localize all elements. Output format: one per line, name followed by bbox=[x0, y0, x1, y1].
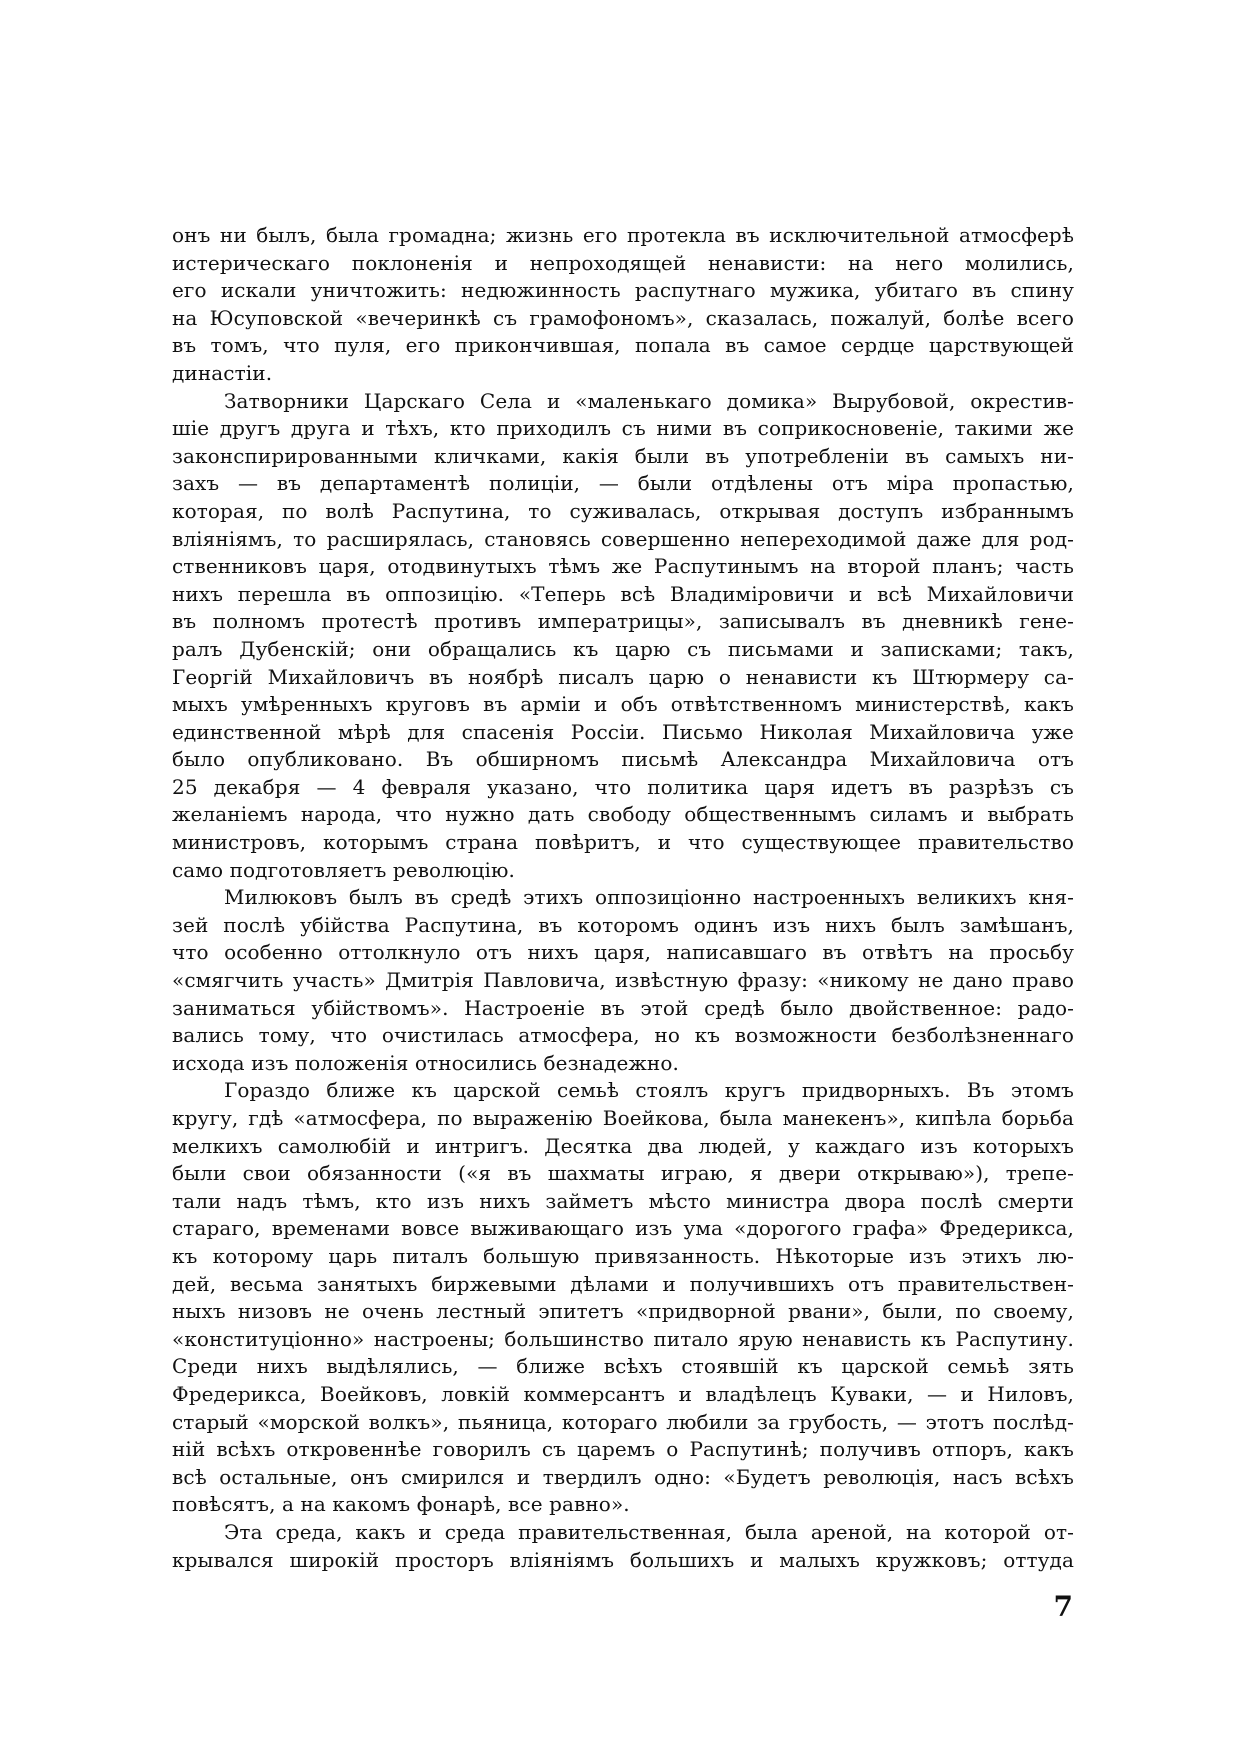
text-line: нихъ перешла въ оппозицію. «Теперь всѣ Владиміровичи и всѣ Михайловичи bbox=[172, 581, 1074, 606]
text-line: всѣ остальные, онъ смирился и твердилъ одно: «Будетъ революція, насъ всѣхъ bbox=[172, 1464, 1074, 1489]
text-line: Георгій Михайловичъ въ ноябрѣ писалъ царю о ненависти къ Штюрмеру са- bbox=[172, 664, 1074, 689]
text-line: были свои обязанности («я въ шахматы играю, я двери открываю»), трепе- bbox=[172, 1161, 1074, 1186]
text-line: было опубликовано. Въ обширномъ письмѣ Александра Михайловича отъ bbox=[172, 747, 1074, 772]
text-line: которая, по волѣ Распутина, то суживалась, открывая доступъ избраннымъ bbox=[172, 498, 1074, 523]
paragraph-first-line: Гораздо ближе къ царской семьѣ стоялъ кругъ придворныхъ. Въ этомъ bbox=[224, 1078, 1074, 1103]
text-line: онъ ни былъ, была громадна; жизнь его протекла въ исключительной атмосферѣ bbox=[172, 223, 1074, 247]
text-line: ралъ Дубенскій; они обращались къ царю съ письмами и записками; такъ, bbox=[172, 636, 1074, 661]
text-line: ныхъ низовъ не очень лестный эпитетъ «придворной рвани», были, по своему, bbox=[172, 1299, 1074, 1324]
text-line: вліяніямъ, то расширялась, становясь совершенно непереходимой даже для род- bbox=[172, 526, 1074, 551]
text-line: «конституціонно» настроены; большинство питало ярую ненависть къ Распутину. bbox=[172, 1326, 1074, 1351]
text-line: вались тому, что очистилась атмосфера, но къ возможности безболѣзненнаго bbox=[172, 1023, 1074, 1048]
text-line: кругу, гдѣ «атмосфера, по выраженію Воейкова, была манекенъ», кипѣла борьба bbox=[172, 1106, 1074, 1130]
text-line: тали надъ тѣмъ, кто изъ нихъ займетъ мѣсто министра двора послѣ смерти bbox=[172, 1188, 1074, 1213]
text-line: что особенно оттолкнуло отъ нихъ царя, написавшаго въ отвѣтъ на просьбу bbox=[172, 940, 1074, 965]
text-line: его искали уничтожить: недюжинность распутнаго мужика, убитаго въ спину bbox=[172, 278, 1074, 303]
text-line: повѣсятъ, а на какомъ фонарѣ, все равно». bbox=[172, 1492, 630, 1517]
text-line: къ которому царь питалъ большую привязанность. Нѣкоторые изъ этихъ лю- bbox=[172, 1243, 1074, 1268]
text-line: само подготовляетъ революцію. bbox=[172, 857, 515, 882]
text-line: 25 декабря — 4 февраля указано, что политика царя идетъ въ разрѣзъ съ bbox=[172, 774, 1074, 799]
body-text bbox=[172, 222, 1074, 1574]
text-line: министровъ, которымъ страна повѣритъ, и что существующее правительство bbox=[172, 830, 1074, 855]
text-line: Среди нихъ выдѣлялись, — ближе всѣхъ стоявшій къ царской семьѣ зять bbox=[172, 1354, 1074, 1379]
text-line: законспирированными кличками, какія были въ употребленіи въ самыхъ ни- bbox=[172, 443, 1074, 468]
paragraph-first-line: Милюковъ былъ въ средѣ этихъ оппозиціонно настроенныхъ великихъ кня- bbox=[224, 885, 1074, 910]
text-line: заниматься убійствомъ». Настроеніе въ этой средѣ было двойственное: радо- bbox=[172, 995, 1074, 1020]
page-number: 7 bbox=[1053, 1590, 1073, 1623]
text-line: Фредерикса, Воейковъ, ловкій коммерсантъ и владѣлецъ Куваки, — и Ниловъ, bbox=[172, 1381, 1074, 1406]
text-line: въ томъ, что пуля, его прикончившая, попала въ самое сердце царствующей bbox=[172, 333, 1074, 358]
paragraph-first-line: Эта среда, какъ и среда правительственная, была ареной, на которой от- bbox=[224, 1519, 1074, 1544]
text-line: на Юсуповской «вечеринкѣ съ грамофономъ», сказалась, пожалуй, болѣе всего bbox=[172, 305, 1074, 330]
text-line: мыхъ умѣренныхъ круговъ въ арміи и объ отвѣтственномъ министерствѣ, какъ bbox=[172, 692, 1074, 717]
text-line: истерическаго поклоненія и непроходящей ненависти: на него молились, bbox=[172, 250, 1074, 275]
text-line: ственниковъ царя, отодвинутыхъ тѣмъ же Распутинымъ на второй планъ; часть bbox=[172, 554, 1074, 579]
text-line: желаніемъ народа, что нужно дать свободу общественнымъ силамъ и выбрать bbox=[172, 802, 1074, 827]
text-line: дей, весьма занятыхъ биржевыми дѣлами и получившихъ отъ правительствен- bbox=[172, 1271, 1074, 1296]
text-line: исхода изъ положенія относились безнадежно. bbox=[172, 1050, 679, 1075]
text-line: единственной мѣрѣ для спасенія Россіи. Письмо Николая Михайловича уже bbox=[172, 719, 1074, 744]
text-line: старый «морской волкъ», пьяница, котораго любили за грубость, — этотъ послѣд- bbox=[172, 1409, 1074, 1434]
text-line: династіи. bbox=[172, 360, 273, 385]
paragraph-first-line: Затворники Царскаго Села и «маленькаго домика» Вырубовой, окрестив- bbox=[224, 388, 1074, 413]
text-line: ній всѣхъ откровеннѣе говорилъ съ царемъ о Распутинѣ; получивъ отпоръ, какъ bbox=[172, 1437, 1074, 1462]
text-line: «смягчить участь» Дмитрія Павловича, извѣстную фразу: «никому не дано право bbox=[172, 968, 1074, 993]
text-line: стараго, временами вовсе выживающаго изъ ума «дорогого графа» Фредерикса, bbox=[172, 1216, 1074, 1241]
text-line: шіе другъ друга и тѣхъ, кто приходилъ съ ними въ соприкосновеніе, такими же bbox=[172, 416, 1074, 441]
text-line: зей послѣ убійства Распутина, въ которомъ одинъ изъ нихъ былъ замѣшанъ, bbox=[172, 912, 1074, 937]
text-line: въ полномъ протестѣ противъ императрицы», записывалъ въ дневникѣ гене- bbox=[172, 609, 1074, 634]
text-line: захъ — въ департаментѣ полиціи, — были отдѣлены отъ міра пропастью, bbox=[172, 471, 1074, 496]
text-line: мелкихъ самолюбій и интригъ. Десятка два людей, у каждаго изъ которыхъ bbox=[172, 1133, 1074, 1158]
text-line: крывался широкій просторъ вліяніямъ большихъ и малыхъ кружковъ; оттуда bbox=[172, 1547, 1074, 1572]
